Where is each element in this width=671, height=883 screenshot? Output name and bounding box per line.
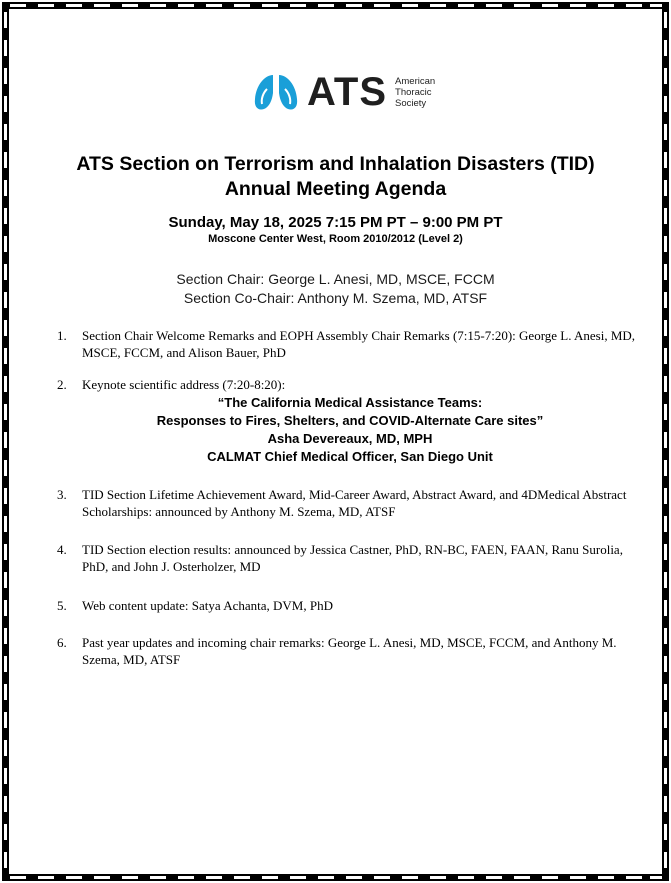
keynote-title-line-1: “The California Medical Assistance Teams: xyxy=(217,395,483,410)
keynote-block xyxy=(50,394,650,466)
keynote-speaker: Asha Devereaux, MD, MPH xyxy=(267,431,433,446)
agenda-item-text: TID Section election results: announced by Jessica Castner, PhD, RN-BC, FAEN, FAAN, Ranu Surolia, PhD, and John J. Osterholzer, MD xyxy=(82,542,623,574)
agenda-item-text: Keynote scientific address (7:20-8:20): xyxy=(82,377,286,392)
agenda-item xyxy=(57,327,642,361)
agenda-item-number: 3. xyxy=(57,487,67,502)
agenda-item-number: 4. xyxy=(57,542,67,557)
meeting-datetime: Sunday, May 18, 2025 7:15 PM PT – 9:00 PM PT xyxy=(168,214,503,231)
agenda-item-text: Web content update: Satya Achanta, DVM, PhD xyxy=(82,598,333,613)
logo-org-name xyxy=(395,76,435,109)
agenda-item xyxy=(57,376,642,393)
logo-org-line-1: American xyxy=(395,75,436,87)
agenda-item xyxy=(57,634,642,668)
agenda-item-number: 5. xyxy=(57,598,67,613)
ats-logo xyxy=(253,70,435,114)
agenda-item-number: 1. xyxy=(57,328,67,343)
keynote-title-line-2: Responses to Fires, Shelters, and COVID-Alternate Care sites” xyxy=(156,413,544,428)
agenda-item-text: Section Chair Welcome Remarks and EOPH Assembly Chair Remarks (7:15-7:20): George L. Anesi, MD, MSCE, FCCM, and Alison Bauer, PhD xyxy=(82,328,636,360)
meeting-venue: Moscone Center West, Room 2010/2012 (Level 2) xyxy=(208,233,463,245)
section-co-chair: Section Co-Chair: Anthony M. Szema, MD, ATSF xyxy=(183,290,488,306)
agenda-item xyxy=(57,486,642,520)
agenda-item-number: 6. xyxy=(57,635,67,650)
page-title-line-2: Annual Meeting Agenda xyxy=(224,178,447,200)
lungs-icon xyxy=(253,71,299,113)
agenda-item-text: Past year updates and incoming chair remarks: George L. Anesi, MD, MSCE, FCCM, and Anthony M. Szema, MD, ATSF xyxy=(82,635,617,667)
agenda-item xyxy=(57,597,642,614)
agenda-item-text: TID Section Lifetime Achievement Award, Mid-Career Award, Abstract Award, and 4DMedical Abstract Scholarships: announced by Anthony M. Szema, MD, ATSF xyxy=(82,487,627,519)
section-chair: Section Chair: George L. Anesi, MD, MSCE, FCCM xyxy=(176,271,495,287)
agenda-item-number: 2. xyxy=(57,377,67,392)
agenda-item xyxy=(57,541,642,575)
logo-acronym: ATS xyxy=(307,70,388,114)
keynote-speaker-role: CALMAT Chief Medical Officer, San Diego Unit xyxy=(207,449,493,464)
logo-org-line-3: Society xyxy=(395,97,427,109)
page-title-line-1: ATS Section on Terrorism and Inhalation Disasters (TID) xyxy=(76,153,595,175)
logo-org-line-2: Thoracic xyxy=(395,86,432,98)
